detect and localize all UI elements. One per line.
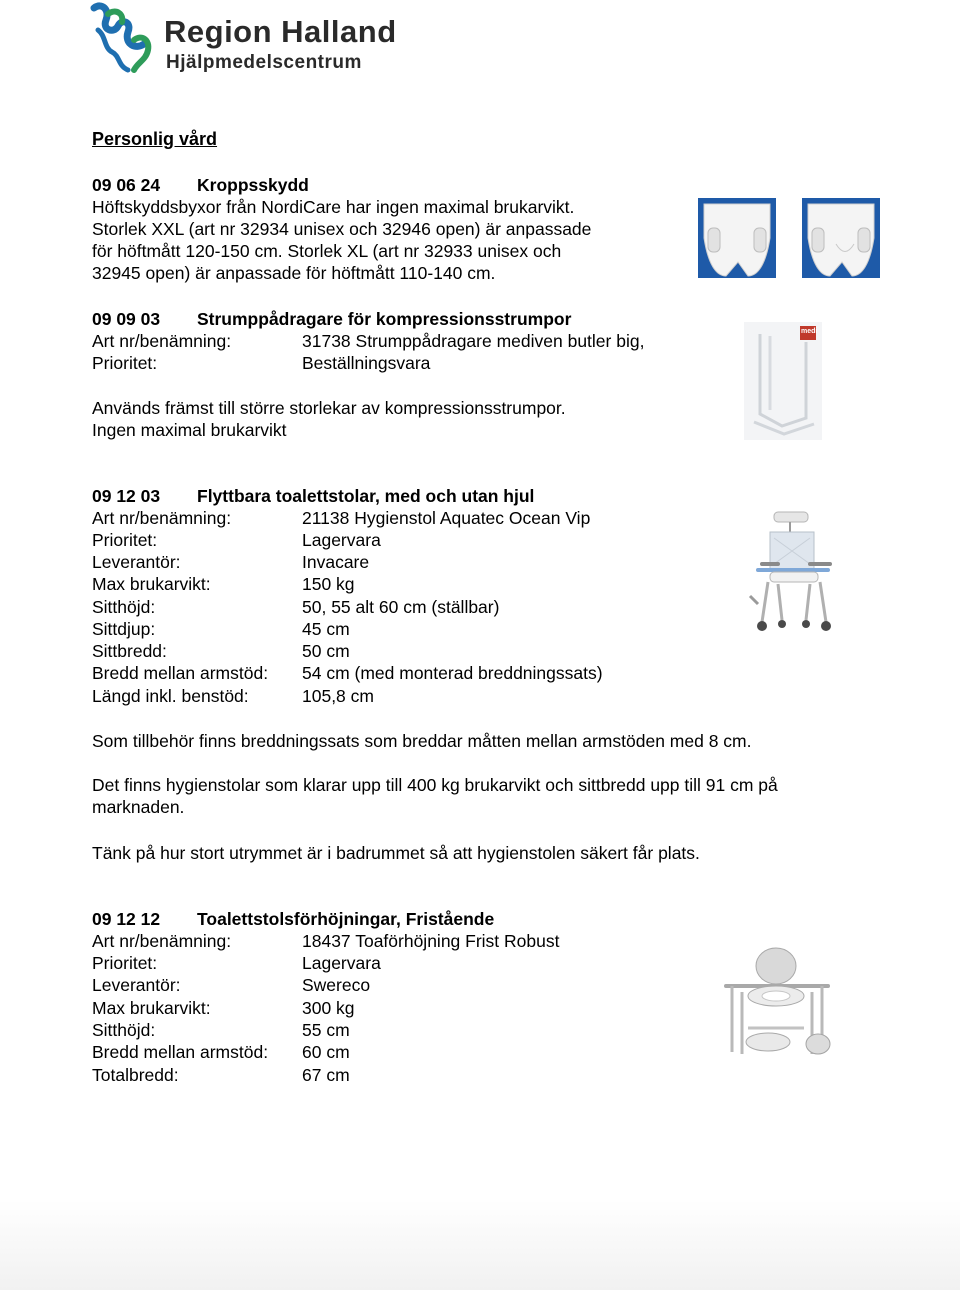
item-text: Höftskyddsbyxor från NordiCare har ingen maximal brukarvikt. [92, 197, 575, 217]
field-label: Art nr/benämning: [92, 331, 232, 351]
org-subtitle: Hjälpmedelscentrum [166, 52, 362, 73]
field-value: Swereco [302, 975, 371, 995]
field-label: Leverantör: [92, 975, 181, 995]
item-text: 32945 open) är anpassade för höftmått 110-140 cm. [92, 263, 496, 283]
item-code: 09 12 12 [92, 909, 161, 929]
field-label: Sitthöjd: [92, 597, 156, 617]
field-label: Totalbredd: [92, 1065, 179, 1085]
field-value: Invacare [302, 552, 370, 572]
field-value: Lagervara [302, 953, 381, 973]
field-label: Max brukarvikt: [92, 998, 211, 1018]
item-code: 09 12 03 [92, 486, 161, 506]
item-title: Flyttbara toalettstolar, med och utan hjul [197, 486, 535, 506]
field-value: 45 cm [302, 619, 350, 639]
item-text: för höftmått 120-150 cm. Storlek XL (art nr 32933 unisex och [92, 241, 562, 261]
item-heading [92, 174, 309, 196]
item-title: Toalettstolsförhöjningar, Fristående [197, 909, 495, 929]
field-row [92, 640, 350, 662]
item-title: Kroppsskydd [197, 175, 309, 195]
toilet-seat-raiser-frame-photo [718, 944, 852, 1064]
field-row [92, 1019, 350, 1041]
field-value: 60 cm [302, 1042, 350, 1062]
field-label: Sittdjup: [92, 619, 156, 639]
item-note: Som tillbehör finns breddningssats som breddar måtten mellan armstöden med 8 cm. [92, 731, 752, 751]
field-row [92, 596, 499, 618]
field-value: 21138 Hygienstol Aquatec Ocean Vip [302, 508, 591, 528]
section-title: Personlig vård [92, 129, 218, 149]
item-heading [92, 485, 534, 507]
item-note: Används främst till större storlekar av kompressionsstrumpor. [92, 398, 566, 418]
field-row [92, 662, 603, 684]
field-row [92, 330, 644, 352]
field-label: Leverantör: [92, 552, 181, 572]
stocking-donner-icon [744, 322, 822, 440]
item-note: marknaden. [92, 797, 185, 817]
field-label: Bredd mellan armstöd: [92, 1042, 269, 1062]
field-label: Art nr/benämning: [92, 931, 232, 951]
field-value: Lagervara [302, 530, 381, 550]
field-value: 67 cm [302, 1065, 350, 1085]
hip-protector-briefs-photo [698, 198, 882, 280]
field-row [92, 930, 559, 952]
item-note: Det finns hygienstolar som klarar upp till 400 kg brukarvikt och sittbredd upp till 91 cm på [92, 775, 778, 795]
item-note: Ingen maximal brukarvikt [92, 420, 287, 440]
item-note: Tänk på hur stort utrymmet är i badrummet så att hygienstolen säkert får plats. [92, 843, 700, 863]
item-heading [92, 908, 494, 930]
field-row [92, 974, 370, 996]
field-value: 300 kg [302, 998, 355, 1018]
region-halland-logo [88, 0, 408, 80]
logo-mark-icon [88, 0, 158, 78]
field-label: Sitthöjd: [92, 1020, 156, 1040]
field-row [92, 1064, 350, 1086]
field-value: 50, 55 alt 60 cm (ställbar) [302, 597, 500, 617]
field-value: Beställningsvara [302, 353, 431, 373]
field-row [92, 997, 355, 1019]
stocking-donner-photo [744, 322, 822, 440]
field-row [92, 352, 430, 374]
field-value: 150 kg [302, 574, 355, 594]
shower-commode-chair-photo [748, 508, 844, 634]
brand-label: medi [801, 328, 818, 335]
field-row [92, 1041, 350, 1063]
item-heading [92, 308, 571, 330]
org-name: Region Halland [164, 14, 397, 49]
field-label: Prioritet: [92, 953, 158, 973]
field-value: 31738 Strumppådragare mediven butler big, [302, 331, 645, 351]
field-value: 105,8 cm [302, 686, 374, 706]
field-value: 18437 Toaförhöjning Frist Robust [302, 931, 560, 951]
field-value: 54 cm (med monterad breddningssats) [302, 663, 603, 683]
field-value: 50 cm [302, 641, 350, 661]
field-row [92, 529, 381, 551]
item-text: Storlek XXL (art nr 32934 unisex och 32946 open) är anpassade [92, 219, 592, 239]
field-label: Art nr/benämning: [92, 508, 232, 528]
field-row [92, 573, 355, 595]
item-code: 09 09 03 [92, 309, 161, 329]
item-code: 09 06 24 [92, 175, 161, 195]
field-label: Bredd mellan armstöd: [92, 663, 269, 683]
field-label: Längd inkl. benstöd: [92, 686, 249, 706]
field-row [92, 507, 590, 529]
page-bottom-band [0, 1200, 960, 1290]
field-value: 55 cm [302, 1020, 350, 1040]
field-label: Prioritet: [92, 530, 158, 550]
field-label: Prioritet: [92, 353, 158, 373]
item-title: Strumppådragare för kompressionsstrumpor [197, 309, 572, 329]
field-row [92, 551, 369, 573]
field-row [92, 685, 374, 707]
field-row [92, 618, 350, 640]
field-label: Max brukarvikt: [92, 574, 211, 594]
field-label: Sittbredd: [92, 641, 167, 661]
field-row [92, 952, 381, 974]
